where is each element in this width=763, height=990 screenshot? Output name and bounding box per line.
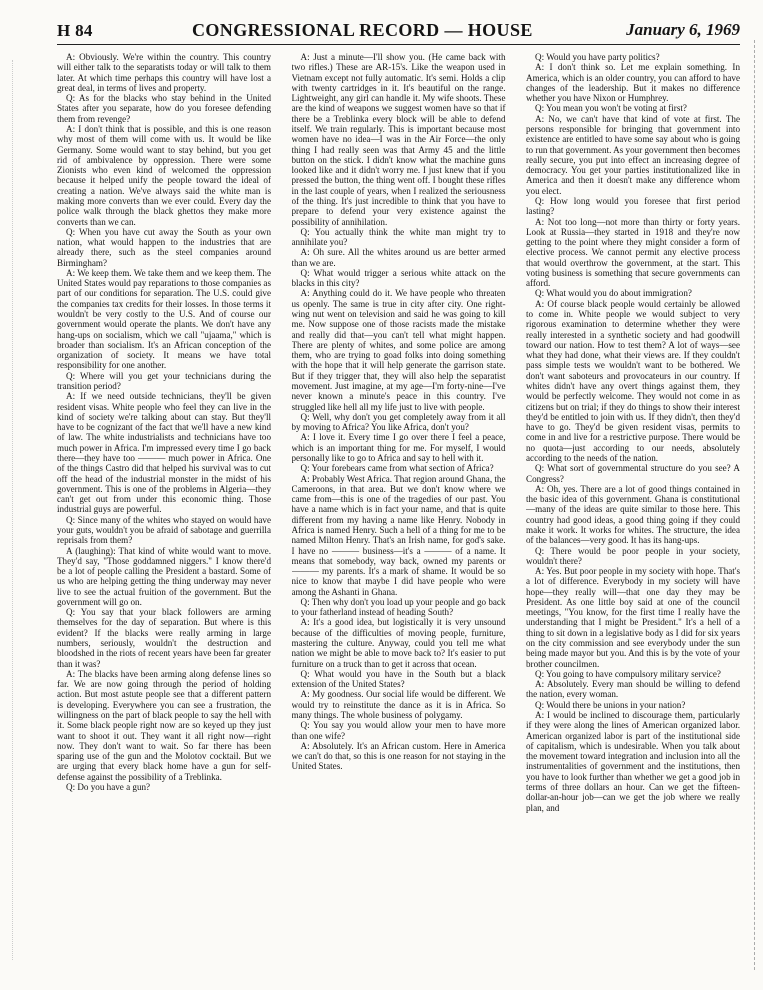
paragraph: Q: Well, why don't you get completely away from it all by moving to Africa? You like Africa, don't you? — [291, 411, 506, 433]
text-columns — [57, 52, 740, 982]
paragraph: A: Of course black people would certainly be allowed to come in. White people we would subject to very rigorous examination to determine whether they were really interested in a synthetic society and had goodwill toward our nation. How to test them? A lot of ways—see what they had done, what their views are. If they couldn't pass simple tests we wouldn't want to be bothered. We don't want saboteurs and provocateurs in our country. If whites didn't have any overt things against them, they would be perfectly welcome. They would not come in as citizens but on trial; if they do things to show their interest they'd be entitled to join with us. If they didn't, then they'd have to go. They'd be given resident visas, permits to come in and live for a restrictive purpose. There would be no quota—just according to our needs, absolutely according to the needs of the nation. — [526, 298, 740, 463]
paragraph: A: I love it. Every time I go over there I feel a peace, which is an important thing for me. For myself, I would personally like to go to Africa and say to hell with it. — [291, 432, 506, 463]
page-number: H 84 — [57, 21, 93, 40]
paragraph: Q: When you have cut away the South as your own nation, what would happen to the industries that are already there, such as the steel companies around Birmingham? — [57, 226, 271, 268]
paragraph: A: The blacks have been arming along defense lines so far. We are now going through the period of holding action. But most astute people see that a different pattern is developing. Everywhere you can see a frustration, the willingness on the part of black people to say the hell with it. Some black people right now are so keyed up they just want to shoot it out. They want it all right now—right now. They don't want to wait. So far there has been sparing use of the gun and the Molotov cocktail. But we are urging that every black home have a gun for self-defense against the possibility of a Treblinka. — [57, 668, 271, 782]
paragraph: Q: Your forebears came from what section of Africa? — [300, 463, 494, 474]
header-rule — [57, 44, 740, 45]
paragraph: Q: There would be poor people in your society, wouldn't there? — [526, 545, 740, 566]
paragraph: A: It's a good idea, but logistically it is very unsound because of the difficulties of moving people, furniture, mastering the culture. Anyway, could you tell me what nation we might be able to move back to? It's easier to put furniture on a truck than to get it across that ocean. — [291, 617, 506, 669]
paragraph: Q: As for the blacks who stay behind in the United States after you separate, how do you foresee defending them from revenge? — [57, 93, 271, 124]
paragraph: A: Not too long—not more than thirty or forty years. Look at Russia—they started in 1918 and they're now getting to the point where they might consider a form of elective process. We cannot permit any elective process that would overthrow the government, at the start. This voting business is something that secure governments can afford. — [526, 216, 740, 289]
paragraph: Q: What would you do about immigration? — [535, 288, 692, 299]
text-column-3 — [526, 52, 740, 982]
paragraph: A: Just a minute—I'll show you. (He came back with two rifles.) These are AR-15's. Like the weapon used in Vietnam except not fully automatic. It's semi. Holds a clip with twenty cartridges in it. It's beautiful on the range. Lightweight, any girl can handle it. My wife shoots. These are the kind of weapons we suggest women have so that if there be a Treblinka every block will be able to defend itself. We train regularly. This is important because most women have no idea—I was in the Air Force—the only thing I had really seen was that Army 45 and the little button on the stick. I didn't know what the machine guns looked like and it didn't worry me. I just knew that if you pressed the button, the thing went off. I bought these rifles in the last couple of years, when I realized the seriousness of the thing. It's just incredible to think that you have to prepare to defend your very existence against the possibility of annihilation. — [291, 52, 506, 227]
page-edge-mark — [748, 40, 755, 970]
paragraph: A: I would be inclined to discourage them, particularly if they were along the lines of American organized labor. American organized labor is part of the institutional side of capitalism, which is undesirable. When you talk about the movement toward integration and inclusion into all the instrumentalities of government and the institutions, then you have to look further than whether we get a good job in terms of three dollars an hour. Can we get the fifteen-dollar-an-hour job—can we get the job where we really plan, and — [526, 710, 740, 813]
paragraph: A (laughing): That kind of white would want to move. They'd say, "Those goddamned niggers." I know there'd be a lot of people calling the President a bastard. Some of us who are helping getting the thing underway may never live to see the actual fruition of the government. But the government will go on. — [57, 545, 271, 607]
paragraph: Q: Where will you get your technicians during the transition period? — [57, 370, 271, 391]
publication-title: CONGRESSIONAL RECORD — HOUSE — [192, 20, 533, 40]
paragraph: Q: You mean you won't be voting at first? — [535, 103, 687, 114]
paragraph: A: Anything could do it. We have people who threaten us openly. The same is true in city after city. One right-wing nut went on television and said he was going to kill me. Now suppose one of those racists made the mistake and really did that—you can't tell what might happen. There are plenty of whites, and some police are among them, who are trying to goad folks into doing something with the hope that it will help generate the garrison state. But if they trigger that, they will also help the separatist movement. Just imagine, at my age—I'm forty-nine—I've never known a minute's peace in this country. I've struggled like hell all my life just to live with people. — [291, 288, 506, 412]
page-edge-mark — [12, 60, 17, 960]
paragraph: A: I don't think so. Let me explain something. In America, which is an older country, you can afford to have changes of the leadership. But it makes no difference whether you have Nixon or Humphrey. — [526, 62, 740, 104]
text-column-2 — [292, 52, 506, 982]
paragraph: A: Absolutely. It's an African custom. Here in America we can't do that, so this is one reason for not staying in the United States. — [291, 740, 506, 772]
paragraph: Q: You going to have compulsory military service? — [535, 668, 721, 679]
text-column-1 — [57, 52, 271, 982]
paragraph: A: Obviously. We're within the country. This country will either talk to the separatists today or will talk to them later. At which time perhaps this country will have lost a great deal, in terms of lives and property. — [57, 52, 271, 93]
paragraph: Q: What would trigger a serious white attack on the blacks in this city? — [291, 267, 506, 289]
paragraph: Q: What sort of governmental structure do you see? A Congress? — [526, 463, 740, 484]
paragraph: A: Probably West Africa. That region around Ghana, the Cameroons, in that area. But we don't know where we came from—this is one of the tragedies of our past. You have a name which is in fact your name, and that is quite different from my having a name like Henry. Nobody in Africa is named Henry. Such a hell of a thing for me to be named Milton Henry. That's an Irish name, for god's sake. I have no ——— business—it's a ——— of a name. It means that somebody, way back, owned my parents or ——— my parents. It's a mark of shame. It would be so nice to know that maybe I did have people who were among the Ashanti in Ghana. — [291, 473, 506, 597]
paragraph: Q: Then why don't you load up your people and go back to your fatherland instead of heading South? — [291, 596, 506, 618]
paragraph: Q: Do you have a gun? — [66, 781, 151, 792]
paragraph: Q: What would you have in the South but a black extension of the United States? — [291, 668, 506, 690]
page-header — [57, 18, 740, 46]
paragraph: Q: Would there be unions in your nation? — [535, 699, 686, 710]
paragraph: A: Oh, yes. There are a lot of good things contained in the basic idea of this government. Ghana is constitutional—many of the ideas are quite similar to those here. This country had good ideas, a good thing going if they could make it work. It works for whites. The structure, the idea of the balances—very good. It has its hang-ups. — [526, 483, 740, 546]
paragraph: A: We keep them. We take them and we keep them. The United States would pay reparations to those companies as part of our conditions for separation. The U.S. could give the companies tax credits for their losses. In those terms it wouldn't be very costly to the U.S. And of course our government would operate the plants. We don't have any hang-ups on socialism, which we call "ujaama," which is broader than socialism. It's an African conception of the organization of society. It means we have total responsibility for one another. — [57, 267, 271, 371]
paragraph: Q: Would you have party politics? — [535, 52, 660, 62]
paragraph: A: Absolutely. Every man should be willing to defend the nation, every woman. — [526, 679, 740, 700]
paragraph: A: Yes. But poor people in my society with hope. That's a lot of difference. Everybody in my society will have hope—they really will—that one day they may be President. As one little boy said at one of the council meetings, "You know, for the first time I really have the understanding that I might be President." It's a hell of a thing to sit down in a legislative body as I did for six years on the city commission and see everybody under the sun being made mayor but you. And this is by the vote of your brother councilmen. — [526, 566, 740, 669]
paragraph: A: Oh sure. All the whites around us are better armed than we are. — [291, 247, 506, 268]
paragraph: Q: How long would you foresee that first period lasting? — [526, 195, 740, 217]
paragraph: Q: You say you would allow your men to have more than one wife? — [291, 720, 506, 741]
paragraph: Q: Since many of the whites who stayed on would have your guts, wouldn't you be afraid of sabotage and guerrilla reprisals from them? — [57, 514, 271, 546]
paragraph: A: No, we can't have that kind of vote at first. The persons responsible for bringing that government into existence are entitled to have some say about who is going to run that government. As your government then becomes really secure, you put into effect an increasing degree of democracy. You get your parties institutionalized like in America and then it doesn't make any difference whom you elect. — [526, 113, 740, 196]
issue-date: January 6, 1969 — [626, 20, 740, 39]
paragraph: A: My goodness. Our social life would be different. We would try to reinstitute the dance as it is in Africa. So many things. The whole business of polygamy. — [291, 689, 506, 720]
paragraph: Q: You say that your black followers are arming themselves for the day of separation. But where is this evident? If the blacks were really arming in large numbers, seriously, wouldn't the destruction and bloodshed in the riots of recent years have been far greater than it was? — [57, 607, 271, 669]
paragraph: Q: You actually think the white man might try to annihilate you? — [291, 226, 506, 248]
paragraph: A: I don't think that is possible, and this is one reason why most of them will come with us. It would be like Germany. Some would want to stay behind, but you get rid of ambivalence by oppression. There were some Zionists who even kind of welcomed the oppression because it helped unify the people toward the ideal of creating a nation. We've always said the white man is making more converts than we ever could. Every day the police walk through the black ghettos they make more converts than we can. — [57, 123, 271, 227]
paragraph: A: If we need outside technicians, they'll be given resident visas. White people who feel they can live in the kind of society we're talking about can stay. But they'll have to be cognizant of the fact that we'll have a new kind of law. The white industrialists and technicians have too much power in Africa. I'm impressed every time I go back there—they have too ——— much power in Africa. One of the things Castro did that helped his survival was to cut off the head of the industrial monster in the midst of his government. This is one of the problems in Algeria—they can't get out from under this economic thing. Those industrial guys are powerful. — [57, 391, 271, 515]
